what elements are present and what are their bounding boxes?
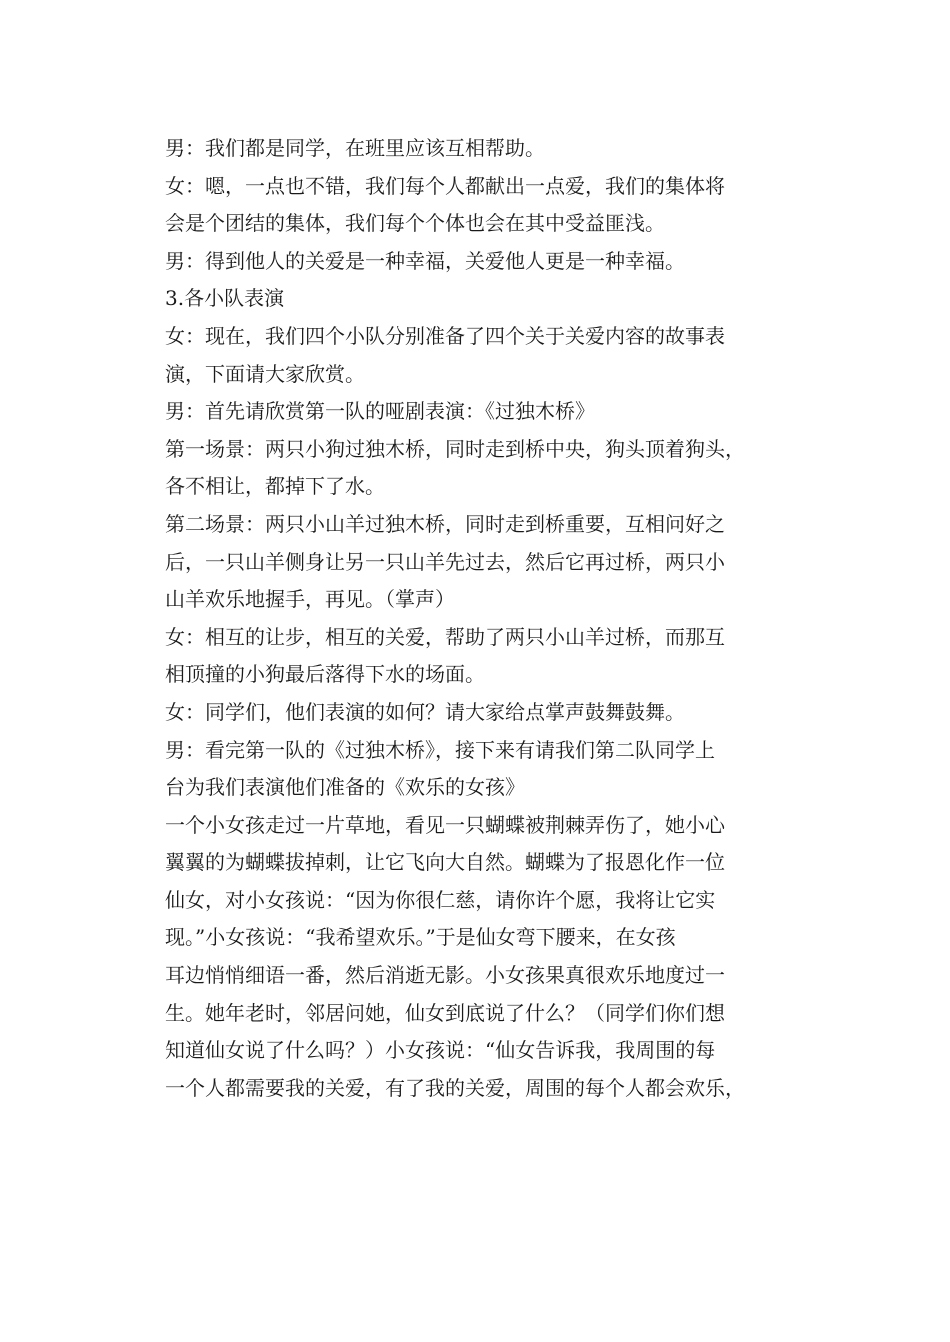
text-line: 台为我们表演他们准备的《欢乐的女孩》: [165, 775, 525, 800]
text-line: 演，下面请大家欣赏。: [165, 361, 365, 386]
text-line: 男：首先请欣赏第一队的哑剧表演：《过独木桥》: [165, 399, 595, 424]
document-body: [165, 130, 795, 1107]
text-line: 第二场景：两只小山羊过独木桥，同时走到桥重要，互相问好之: [165, 511, 725, 536]
text-line: 女：现在，我们四个小队分别准备了四个关于关爱内容的故事表: [165, 323, 725, 348]
text-line: 一个小女孩走过一片草地，看见一只蝴蝶被荆棘弄伤了，她小心: [165, 812, 725, 837]
text-line: 第一场景：两只小狗过独木桥，同时走到桥中央，狗头顶着狗头，: [165, 436, 745, 461]
text-line: 翼翼的为蝴蝶拔掉刺，让它飞向大自然。蝴蝶为了报恩化作一位: [165, 850, 725, 875]
text-line: 一个人都需要我的关爱，有了我的关爱，周围的每个人都会欢乐，: [165, 1075, 745, 1100]
text-line: 男：得到他人的关爱是一种幸福，关爱他人更是一种幸福。: [165, 248, 685, 273]
text-line: 仙女，对小女孩说：“因为你很仁慈，请你许个愿，我将让它实: [165, 887, 716, 912]
text-line: 知道仙女说了什么吗？）小女孩说：“仙女告诉我，我周围的每: [165, 1038, 716, 1063]
text-line: 女：相互的让步，相互的关爱，帮助了两只小山羊过桥，而那互: [165, 624, 725, 649]
text-line: 男：看完第一队的《过独木桥》，接下来有请我们第二队同学上: [165, 737, 715, 762]
text-line: 生。她年老时，邻居问她，仙女到底说了什么？（同学们你们想: [165, 1000, 725, 1025]
text-line: 现。”小女孩说：“我希望欢乐。”于是仙女弯下腰来，在女孩: [165, 925, 676, 950]
text-line: 各不相让，都掉下了水。: [165, 474, 385, 499]
text-line: 后，一只山羊侧身让另一只山羊先过去，然后它再过桥，两只小: [165, 549, 725, 574]
text-line: 山羊欢乐地握手，再见。（掌声）: [165, 587, 455, 612]
text-line: 女：同学们，他们表演的如何？请大家给点掌声鼓舞鼓舞。: [165, 699, 685, 724]
text-line: 相顶撞的小狗最后落得下水的场面。: [165, 662, 485, 687]
text-line: 女：嗯，一点也不错，我们每个人都献出一点爱，我们的集体将: [165, 173, 725, 198]
text-line: 男：我们都是同学，在班里应该互相帮助。: [165, 136, 545, 160]
text-line: 会是个团结的集体，我们每个个体也会在其中受益匪浅。: [165, 211, 665, 236]
section-heading: 3.各小队表演: [165, 286, 285, 311]
text-line: 耳边悄悄细语一番，然后消逝无影。小女孩果真很欢乐地度过一: [165, 963, 725, 988]
